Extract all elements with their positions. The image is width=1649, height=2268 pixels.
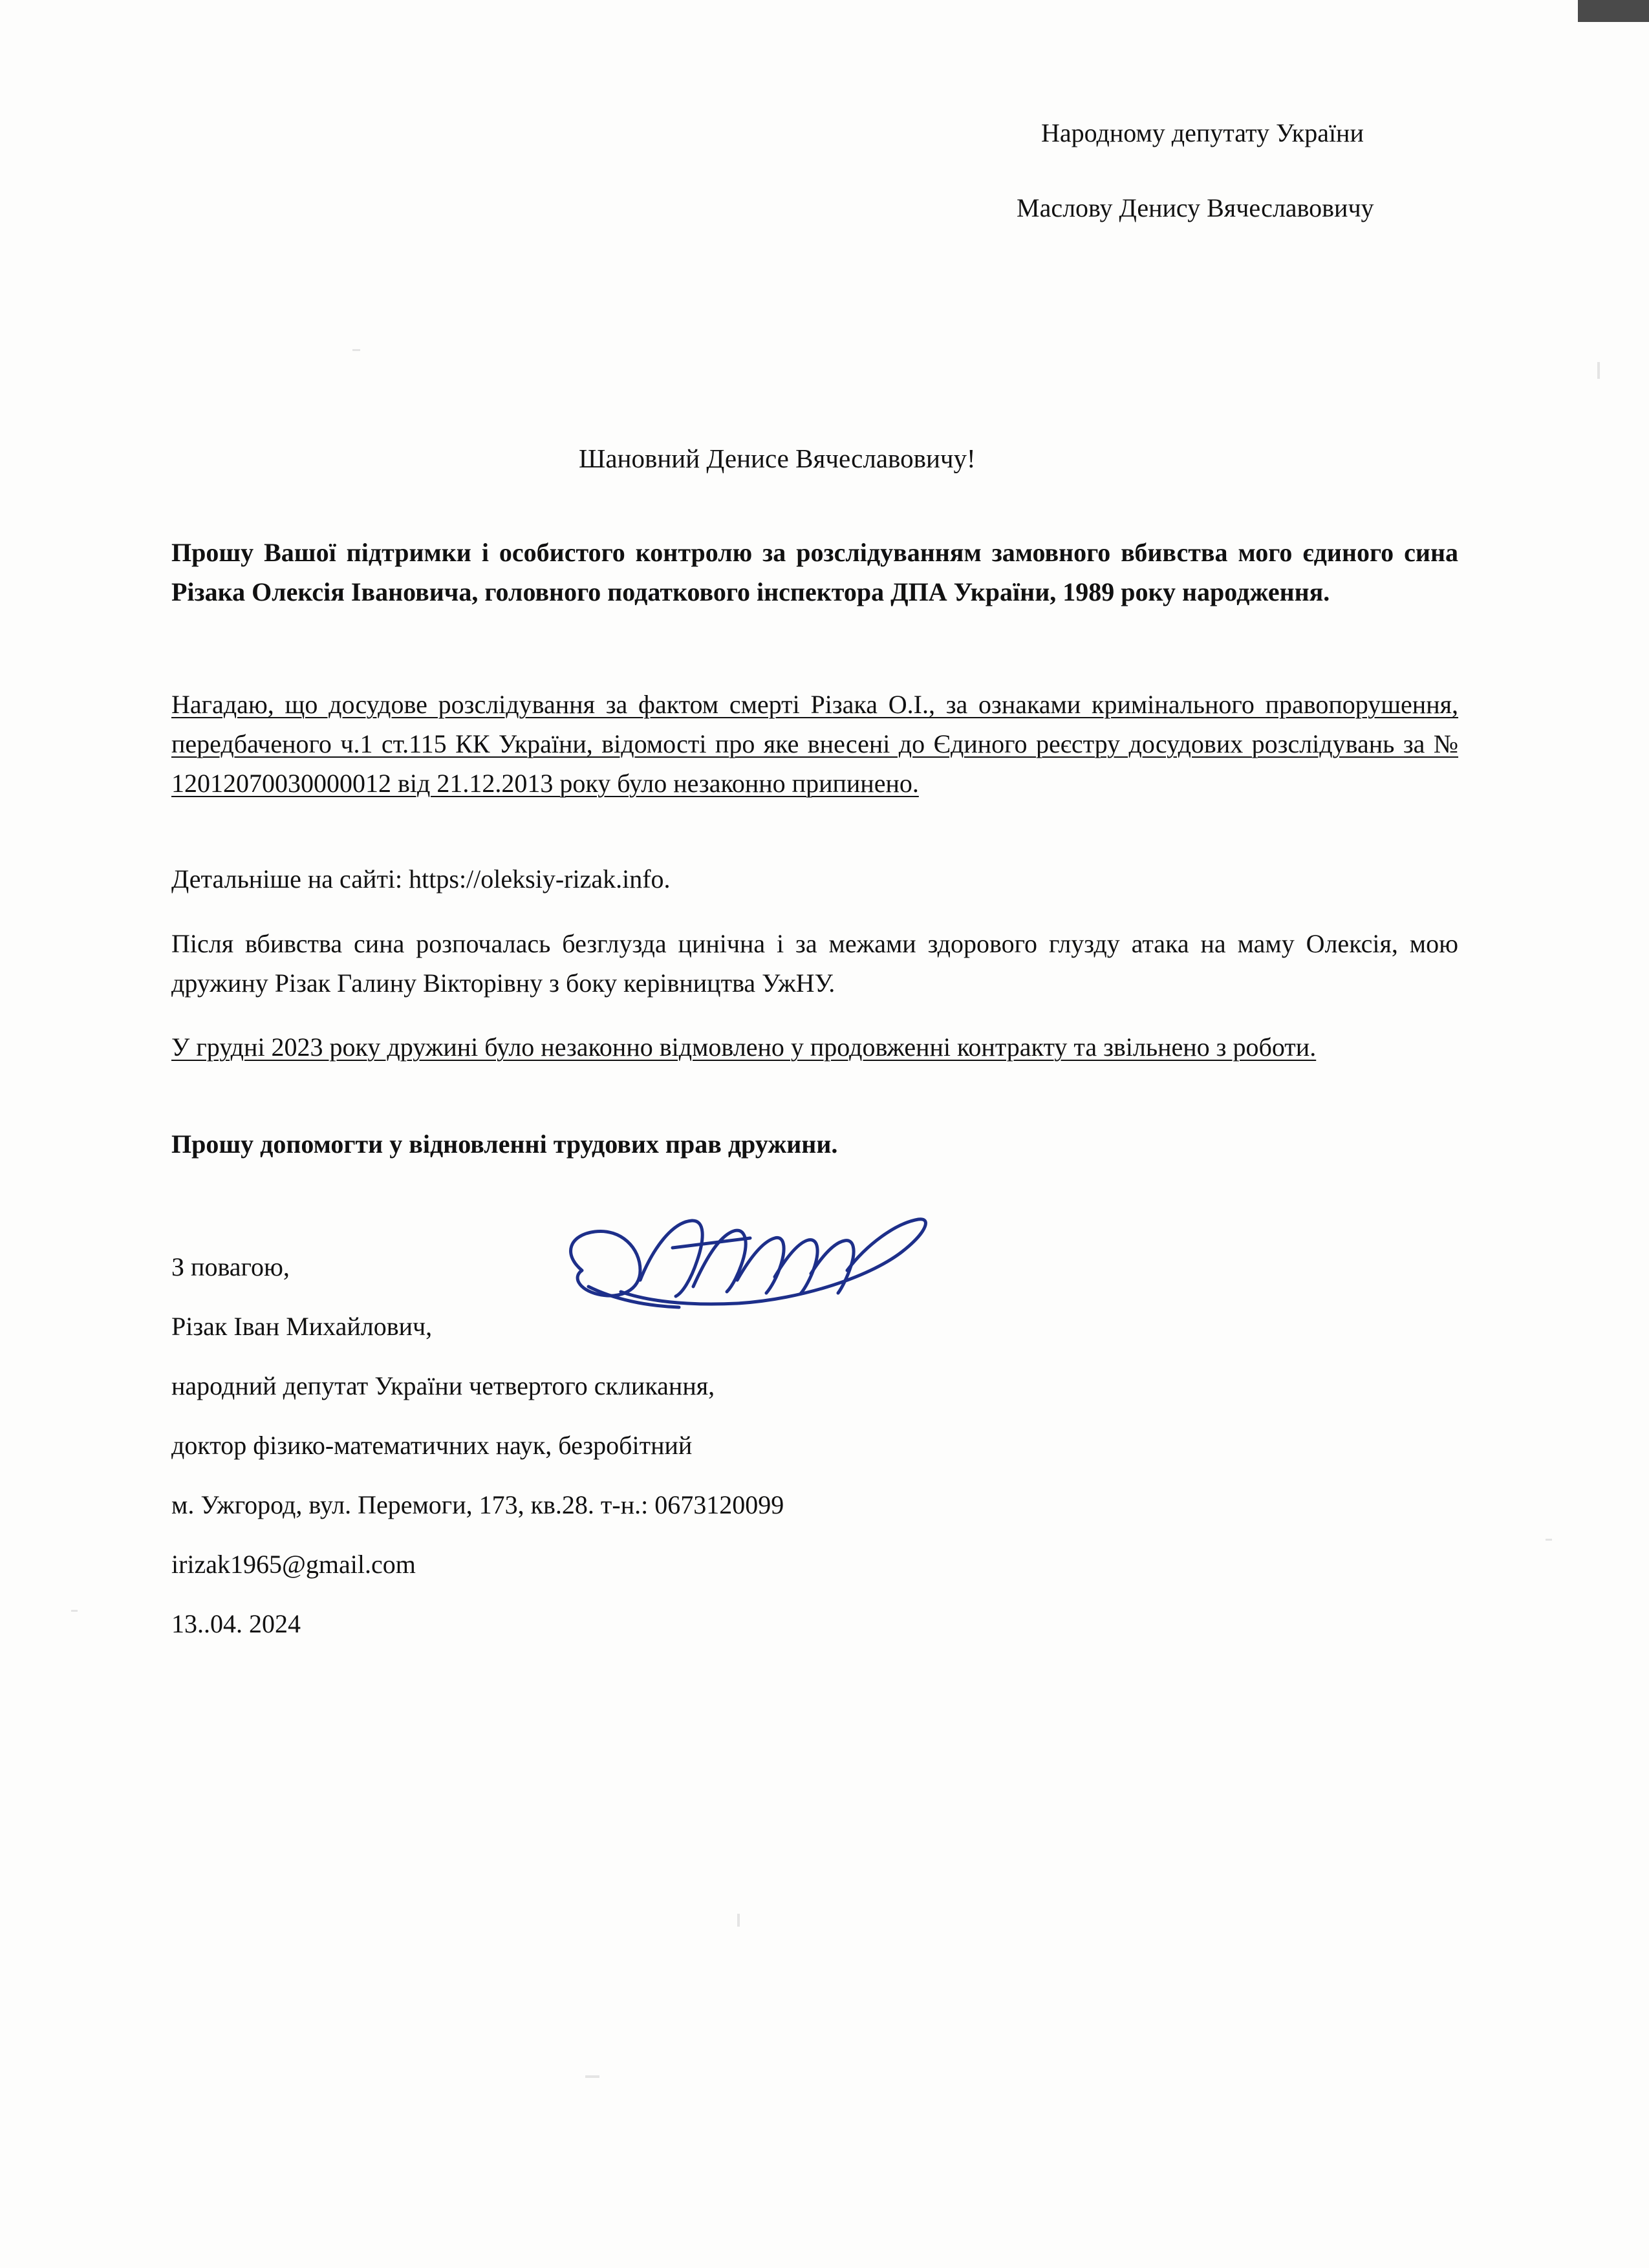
closing-title-1: народний депутат України четвертого скликання, — [171, 1371, 715, 1400]
paragraph-reminder — [171, 685, 1458, 820]
paragraph-text: Детальніше на сайті: https://oleksiy-rizak.info. — [171, 864, 671, 893]
closing-address: м. Ужгород, вул. Перемоги, 173, кв.28. т-н.: 0673120099 — [171, 1490, 784, 1519]
paragraph-text: Прошу Вашої підтримки і особистого контролю за розслідуванням замовного вбивства мого єдиного сина Різака Олексія Івановича, головного податкового інспектора ДПА України, 1989 року народження. — [171, 538, 1458, 606]
addressee-line-2: Маслову Денису Вячеславовичу — [1017, 193, 1374, 222]
addressee-line-1: Народному депутату України — [1041, 118, 1364, 147]
paragraph-help-request — [171, 1125, 1458, 1181]
closing-name: Різак Іван Михайлович, — [171, 1312, 433, 1341]
paragraph-request — [171, 533, 1458, 629]
closing-regards: З повагою, — [171, 1252, 290, 1281]
closing-email: irizak1965@gmail.com — [171, 1550, 416, 1579]
closing-title-2: доктор фізико-математичних наук, безробітний — [171, 1431, 693, 1460]
paragraph-attack — [171, 925, 1458, 1020]
paragraph-website — [171, 860, 1458, 916]
closing-block — [171, 1254, 1400, 1671]
paragraph-text: Після вбивства сина розпочалась безглузда цинічна і за межами здорового глузду атака на маму Олексія, мою дружину Різак Галину Вікторівну з боку керівництва УжНУ. — [171, 929, 1458, 998]
salutation: Шановний Денисе Вячеславовичу! — [579, 444, 976, 473]
paragraph-contract-refusal — [171, 1028, 1458, 1084]
paragraph-text: Нагадаю, що досудове розслідування за фактом смерті Різака О.І., за ознаками кримінального правопорушення, передбаченого ч.1 ст.115 КК України, відомості про яке внесені до Єдиного реєстру досудових розслідувань за № 12012070030000012 від 21.12.2013 року було незаконно припинено. — [171, 690, 1458, 798]
addressee-block — [1017, 113, 1494, 228]
closing-date: 13..04. 2024 — [171, 1609, 301, 1638]
paragraph-text: У грудні 2023 року дружині було незаконно відмовлено у продовженні контракту та звільнено з роботи. — [171, 1032, 1317, 1062]
paragraph-text: Прошу допомогти у відновленні трудових прав дружини. — [171, 1129, 838, 1159]
